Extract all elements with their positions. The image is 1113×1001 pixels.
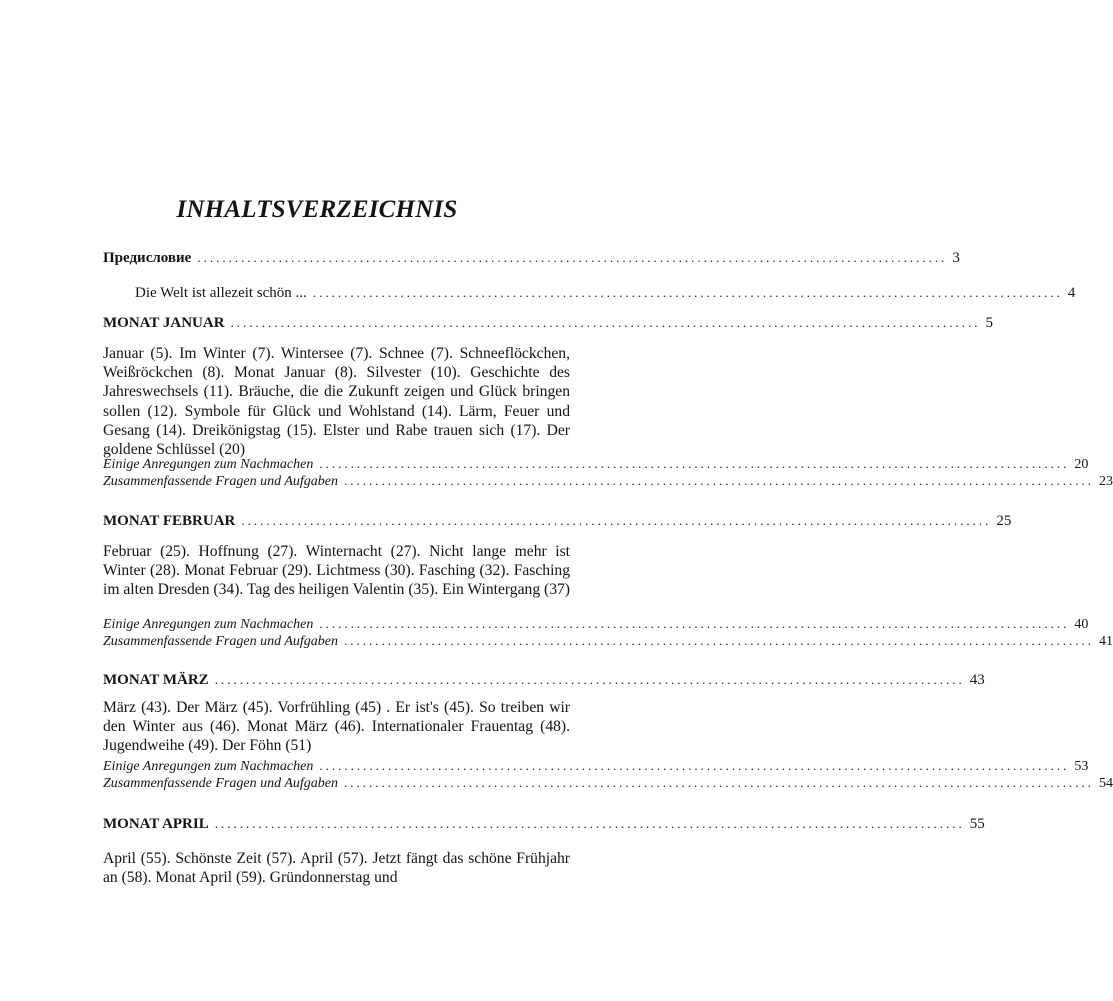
toc-page-number: 55	[969, 816, 985, 832]
dot-leader: ........................................................................................................................	[214, 816, 965, 831]
chapter-title: MONAT JANUAR	[103, 315, 225, 331]
toc-chapter-januar[interactable]	[103, 314, 994, 332]
chapter-title: MONAT MÄRZ	[103, 672, 209, 688]
toc-entry-label: Zusammenfassende Fragen und Aufgaben	[103, 776, 338, 791]
toc-page-number: 53	[1074, 759, 1089, 774]
toc-chapter-februar[interactable]	[103, 512, 1012, 530]
chapter-contents-maerz: März (43). Der März (45). Vorfrühling (45) . Er ist's (45). So treiben wir den Winter aus (46). Monat März (46). Internationaler Frauentag (48). Jugendweihe (49). Der Föhn (51)	[103, 699, 570, 755]
toc-chapter-april[interactable]	[103, 815, 985, 833]
dot-leader: ........................................................................................................................	[319, 456, 1070, 471]
toc-chapter-maerz[interactable]	[103, 671, 985, 689]
toc-page-number: 43	[969, 672, 985, 688]
toc-page-number: 40	[1074, 617, 1089, 632]
page-title: INHALTSVERZEICHNIS	[176, 196, 458, 223]
toc-entry-welt[interactable]	[103, 284, 1076, 302]
toc-entry-label: Zusammenfassende Fragen und Aufgaben	[103, 474, 338, 489]
dot-leader: ........................................................................................................................	[319, 616, 1070, 631]
toc-entry-maerz-fragen[interactable]	[103, 774, 1113, 792]
toc-entry-label: Die Welt ist allezeit schön ...	[135, 285, 307, 301]
toc-entry-maerz-anregungen[interactable]	[103, 757, 1089, 775]
dot-leader: ........................................................................................................................	[197, 250, 948, 265]
toc-entry-label: Предисловие	[103, 250, 192, 266]
toc-page-number: 54	[1099, 776, 1113, 791]
toc-entry-februar-fragen[interactable]	[103, 632, 1113, 650]
toc-entry-label: Einige Anregungen zum Nachmachen	[103, 457, 314, 472]
dot-leader: ........................................................................................................................	[312, 285, 1063, 300]
toc-entry-label: Einige Anregungen zum Nachmachen	[103, 759, 314, 774]
chapter-title: MONAT FEBRUAR	[103, 513, 236, 529]
toc-page-number: 4	[1067, 285, 1076, 301]
toc-page-number: 23	[1099, 474, 1113, 489]
toc-page-number: 20	[1074, 457, 1089, 472]
dot-leader: ........................................................................................................................	[214, 672, 965, 687]
toc-entry-label: Einige Anregungen zum Nachmachen	[103, 617, 314, 632]
dot-leader: ........................................................................................................................	[344, 473, 1094, 488]
dot-leader: ........................................................................................................................	[241, 513, 992, 528]
toc-entry-label: Zusammenfassende Fragen und Aufgaben	[103, 634, 338, 649]
dot-leader: ........................................................................................................................	[230, 315, 981, 330]
dot-leader: ........................................................................................................................	[319, 758, 1070, 773]
chapter-contents-april: April (55). Schönste Zeit (57). April (57). Jetzt fängt das schöne Frühjahr an (58). Monat April (59). Gründonnerstag und	[103, 850, 570, 887]
dot-leader: ........................................................................................................................	[344, 633, 1094, 648]
toc-entry-januar-anregungen[interactable]	[103, 455, 1089, 473]
toc-page-number: 41	[1099, 634, 1113, 649]
chapter-contents-januar: Januar (5). Im Winter (7). Wintersee (7). Schnee (7). Schneeflöckchen, Weißröckchen (8). Monat Januar (8). Silvester (10). Geschichte des Jahreswechsels (11). Bräuche, die die Zukunft zeigen und Glück bringen sollen (12). Symbole für Glück und Wohlstand (14). Lärm, Feuer und Gesang (14). Dreikönigstag (15). Elster und Rabe trauen sich (17). Der goldene Schlüssel (20)	[103, 345, 570, 459]
toc-page-number: 5	[985, 315, 994, 331]
toc-entry-februar-anregungen[interactable]	[103, 615, 1089, 633]
toc-entry-predislovie[interactable]	[103, 249, 960, 267]
chapter-title: MONAT APRIL	[103, 816, 209, 832]
dot-leader: ........................................................................................................................	[344, 775, 1094, 790]
chapter-contents-februar: Februar (25). Hoffnung (27). Winternacht (27). Nicht lange mehr ist Winter (28). Monat Februar (29). Lichtmess (30). Fasching (32). Fasching im alten Dresden (34). Tag des heiligen Valentin (35). Ein Wintergang (37)	[103, 543, 570, 599]
toc-entry-januar-fragen[interactable]	[103, 472, 1113, 490]
toc-page-number: 3	[952, 250, 960, 266]
toc-page-number: 25	[996, 513, 1012, 529]
